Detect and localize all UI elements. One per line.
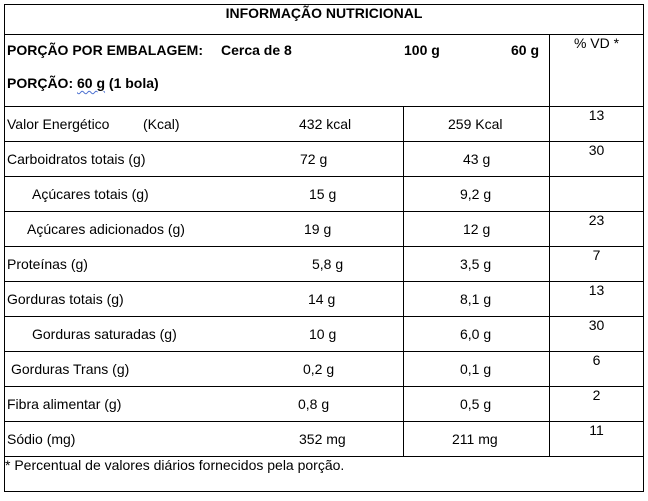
table-row (5, 387, 644, 422)
nutrient-unit: (Kcal) (143, 116, 180, 132)
value-60g: 3,5 g (460, 256, 492, 272)
value-vd: 11 (550, 422, 644, 457)
value-100g: 352 mg (299, 431, 346, 447)
value-100g: 432 kcal (299, 116, 352, 132)
value-vd (550, 177, 644, 212)
value-100g: 0,8 g (298, 396, 330, 412)
porcoes-label: PORÇÃO POR EMBALAGEM: (7, 42, 203, 58)
porcao-line (7, 75, 159, 91)
porcoes-value: Cerca de 8 (221, 42, 292, 58)
value-vd: 2 (550, 387, 644, 422)
value-100g: 10 g (309, 326, 337, 342)
value-vd: 30 (550, 142, 644, 177)
nutrient-label: Fibra alimentar (g) (7, 396, 122, 412)
table-row (5, 212, 644, 247)
nutrient-label: Gorduras saturadas (g) (32, 326, 177, 342)
value-60g: 211 mg (452, 431, 498, 447)
value-60g: 259 Kcal (448, 116, 503, 132)
value-60g: 9,2 g (460, 186, 492, 202)
nutrient-label: Açúcares adicionados (g) (27, 221, 185, 237)
header-row (5, 35, 644, 107)
value-vd: 6 (550, 352, 644, 387)
porcao-amount: 60 g (77, 75, 106, 91)
table-row (5, 422, 644, 457)
value-60g: 0,5 g (460, 396, 492, 412)
table-row (5, 107, 644, 142)
nutrient-label: Açúcares totais (g) (32, 186, 149, 202)
value-vd: 7 (550, 247, 644, 282)
nutrition-table (4, 4, 644, 492)
value-60g: 6,0 g (460, 326, 492, 342)
nutrient-label: Gorduras Trans (g) (11, 361, 130, 377)
table-row (5, 142, 644, 177)
value-100g: 14 g (308, 291, 336, 307)
value-vd: 23 (550, 212, 644, 247)
value-100g: 72 g (300, 151, 328, 167)
table-row (5, 317, 644, 352)
value-vd: 13 (550, 282, 644, 317)
value-100g: 5,8 g (312, 256, 344, 272)
nutrient-label: Carboidratos totais (g) (7, 151, 146, 167)
table-row (5, 352, 644, 387)
col-60g-header: 60 g (511, 42, 540, 58)
nutrient-label: Valor Energético (7, 116, 110, 132)
value-60g: 43 g (463, 151, 491, 167)
title-row (5, 5, 644, 35)
value-100g: 19 g (304, 221, 332, 237)
table-title: INFORMAÇÃO NUTRICIONAL (5, 5, 644, 35)
table-row (5, 282, 644, 317)
value-60g: 0,1 g (460, 361, 492, 377)
nutrient-label: Proteínas (g) (7, 256, 88, 272)
table-row (5, 177, 644, 212)
value-60g: 12 g (463, 221, 491, 237)
footnote-row (5, 457, 644, 492)
col-vd-header: % VD * (550, 35, 644, 107)
footnote: * Percentual de valores diários fornecidos pela porção. (5, 457, 644, 492)
porcao-unit: (1 bola) (108, 75, 159, 91)
value-vd: 13 (550, 107, 644, 142)
value-60g: 8,1 g (460, 291, 492, 307)
value-100g: 15 g (309, 186, 337, 202)
nutrient-label: Sódio (mg) (7, 431, 76, 447)
table-row (5, 247, 644, 282)
value-100g: 0,2 g (303, 361, 335, 377)
value-vd: 30 (550, 317, 644, 352)
nutrient-label: Gorduras totais (g) (7, 291, 124, 307)
col-100g-header: 100 g (404, 42, 440, 58)
porcao-label: PORÇÃO: (7, 75, 74, 91)
header-cell (5, 35, 550, 107)
